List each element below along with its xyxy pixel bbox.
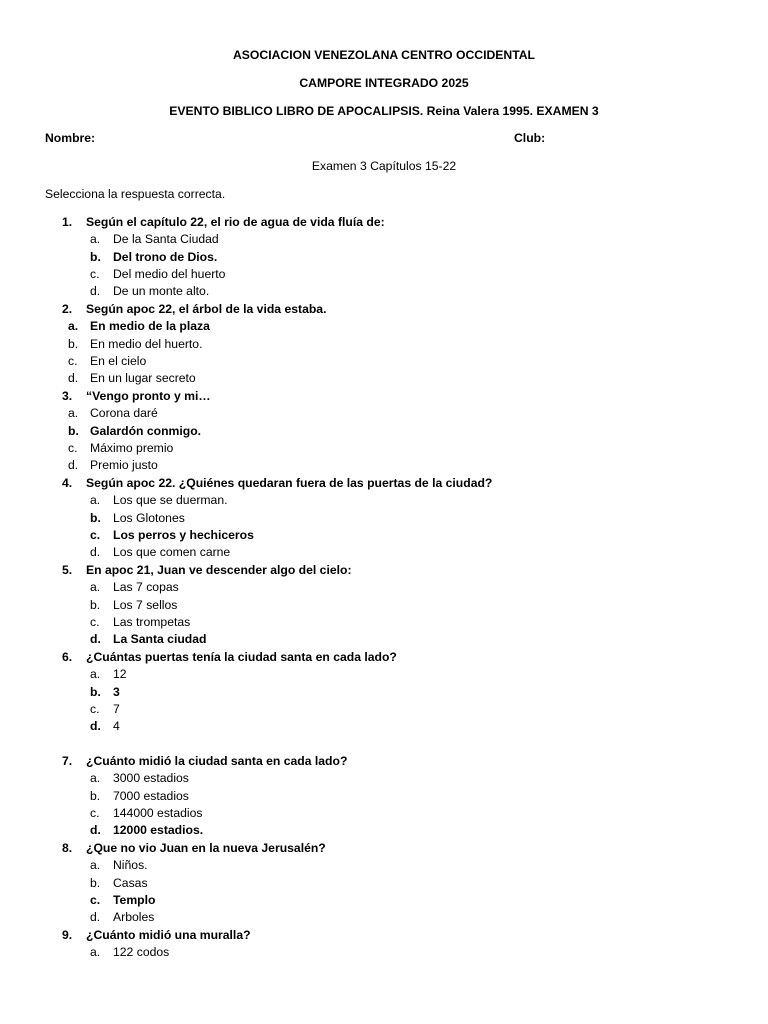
option-text: Los perros y hechiceros (113, 527, 254, 542)
question-3 (0, 388, 768, 405)
option-letter: b. (68, 336, 79, 351)
answer-option (0, 614, 768, 631)
answer-option (0, 684, 768, 701)
option-letter: a. (90, 667, 101, 682)
option-text: 122 codos (113, 945, 170, 960)
event-title: CAMPORE INTEGRADO 2025 (299, 76, 469, 90)
option-text: Galardón conmigo. (90, 423, 202, 438)
answer-option (0, 579, 768, 596)
option-letter: a. (90, 232, 101, 247)
option-letter: b. (90, 249, 101, 264)
answer-option (0, 370, 768, 387)
answer-option (0, 631, 768, 648)
option-letter: c. (90, 266, 100, 281)
question-number: 3. (62, 389, 73, 403)
answer-option (0, 457, 768, 474)
option-letter: a. (68, 406, 79, 421)
question-number: 7. (62, 754, 73, 768)
option-letter: b. (90, 684, 101, 699)
option-text: Del medio del huerto (113, 266, 226, 281)
option-text: De un monte alto. (113, 284, 210, 299)
exam-title: EVENTO BIBLICO LIBRO DE APOCALIPSIS. Reina Valera 1995. EXAMEN 3 (169, 104, 599, 118)
answer-option (0, 249, 768, 266)
option-letter: c. (90, 805, 100, 820)
question-7 (0, 753, 768, 770)
answer-option (0, 231, 768, 248)
option-text: Casas (113, 875, 148, 890)
question-text: ¿Cuántas puertas tenía la ciudad santa en cada lado? (86, 650, 397, 664)
option-text: Las trompetas (113, 614, 191, 629)
option-text: La Santa ciudad (113, 632, 207, 647)
option-letter: b. (90, 788, 101, 803)
option-letter: c. (90, 614, 100, 629)
option-letter: c. (68, 353, 78, 368)
option-letter: b. (90, 875, 101, 890)
answer-option (0, 527, 768, 544)
option-text: Los que se duerman. (113, 493, 228, 508)
option-letter: a. (90, 945, 101, 960)
option-letter: d. (90, 719, 101, 734)
option-text: Los Glotones (113, 510, 185, 525)
question-text: ¿Que no vio Juan en la nueva Jerusalén? (86, 841, 326, 855)
answer-option (0, 944, 768, 961)
option-text: 7 (113, 701, 120, 716)
question-text: Según apoc 22. ¿Quiénes quedaran fuera de las puertas de la ciudad? (86, 476, 493, 490)
answer-option (0, 805, 768, 822)
option-text: 12 (113, 667, 127, 682)
question-number: 2. (62, 302, 73, 316)
name-label: Nombre: (45, 131, 96, 145)
answer-option (0, 909, 768, 926)
question-text: En apoc 21, Juan ve descender algo del cielo: (86, 563, 352, 577)
option-text: Los 7 sellos (113, 597, 178, 612)
question-text: ¿Cuánto midió la ciudad santa en cada lado? (86, 754, 348, 768)
option-letter: b. (90, 597, 101, 612)
option-letter: a. (90, 580, 101, 595)
answer-option (0, 718, 768, 735)
option-text: Los que comen carne (113, 545, 231, 560)
club-label: Club: (514, 131, 546, 145)
question-number: 1. (62, 215, 73, 229)
question-2 (0, 301, 768, 318)
option-text: Arboles (113, 910, 155, 925)
option-letter: b. (90, 510, 101, 525)
answer-option (0, 405, 768, 422)
org-title: ASOCIACION VENEZOLANA CENTRO OCCIDENTAL (233, 48, 535, 62)
answer-option (0, 318, 768, 335)
answer-option (0, 283, 768, 300)
answer-option (0, 857, 768, 874)
answer-option (0, 423, 768, 440)
answer-option (0, 788, 768, 805)
question-9 (0, 927, 768, 944)
option-text: Del trono de Dios. (113, 249, 218, 264)
question-1 (0, 214, 768, 231)
option-text: 12000 estadios. (113, 823, 204, 838)
question-number: 4. (62, 476, 73, 490)
option-letter: c. (90, 527, 101, 542)
option-letter: a. (90, 493, 101, 508)
question-text: “Vengo pronto y mi… (86, 389, 211, 403)
option-text: 7000 estadios (113, 788, 189, 803)
answer-option (0, 892, 768, 909)
answer-option (0, 544, 768, 561)
answer-option (0, 666, 768, 683)
option-letter: d. (90, 284, 101, 299)
option-letter: d. (90, 910, 101, 925)
option-text: 3 (113, 684, 120, 699)
question-5 (0, 562, 768, 579)
option-letter: b. (68, 423, 79, 438)
option-text: 4 (113, 719, 120, 734)
option-text: Niños. (113, 858, 148, 873)
answer-option (0, 597, 768, 614)
question-number: 5. (62, 563, 73, 577)
option-text: Máximo premio (90, 440, 174, 455)
option-text: Templo (113, 892, 156, 907)
answer-option (0, 440, 768, 457)
option-letter: d. (68, 371, 79, 386)
question-number: 9. (62, 928, 73, 942)
option-letter: d. (90, 823, 101, 838)
question-text: Según apoc 22, el árbol de la vida estaba. (86, 302, 327, 316)
option-text: De la Santa Ciudad (113, 232, 219, 247)
option-letter: c. (90, 701, 100, 716)
option-letter: a. (90, 858, 101, 873)
question-number: 8. (62, 841, 73, 855)
question-8 (0, 840, 768, 857)
answer-option (0, 822, 768, 839)
answer-option (0, 701, 768, 718)
option-letter: d. (90, 632, 101, 647)
question-6 (0, 649, 768, 666)
question-text: ¿Cuánto midió una muralla? (86, 928, 251, 942)
option-letter: a. (90, 771, 101, 786)
option-text: En un lugar secreto (90, 371, 196, 386)
option-text: 3000 estadios (113, 771, 189, 786)
instruction-text: Selecciona la respuesta correcta. (45, 187, 226, 201)
question-text: Según el capítulo 22, el rio de agua de vida fluía de: (86, 215, 385, 229)
answer-option (0, 510, 768, 527)
option-letter: c. (68, 440, 78, 455)
option-letter: c. (90, 892, 101, 907)
question-4 (0, 475, 768, 492)
option-letter: a. (68, 319, 79, 334)
option-text: En el cielo (90, 353, 147, 368)
option-text: En medio del huerto. (90, 336, 203, 351)
answer-option (0, 492, 768, 509)
question-number: 6. (62, 650, 73, 664)
option-text: Las 7 copas (113, 580, 179, 595)
answer-option (0, 353, 768, 370)
option-text: En medio de la plaza (90, 319, 210, 334)
option-letter: d. (68, 458, 79, 473)
exam-subtitle: Examen 3 Capítulos 15-22 (311, 159, 457, 173)
option-text: Corona daré (90, 406, 158, 421)
option-letter: d. (90, 545, 101, 560)
answer-option (0, 770, 768, 787)
option-text: Premio justo (90, 458, 158, 473)
answer-option (0, 266, 768, 283)
option-text: 144000 estadios (113, 805, 203, 820)
answer-option (0, 875, 768, 892)
answer-option (0, 336, 768, 353)
